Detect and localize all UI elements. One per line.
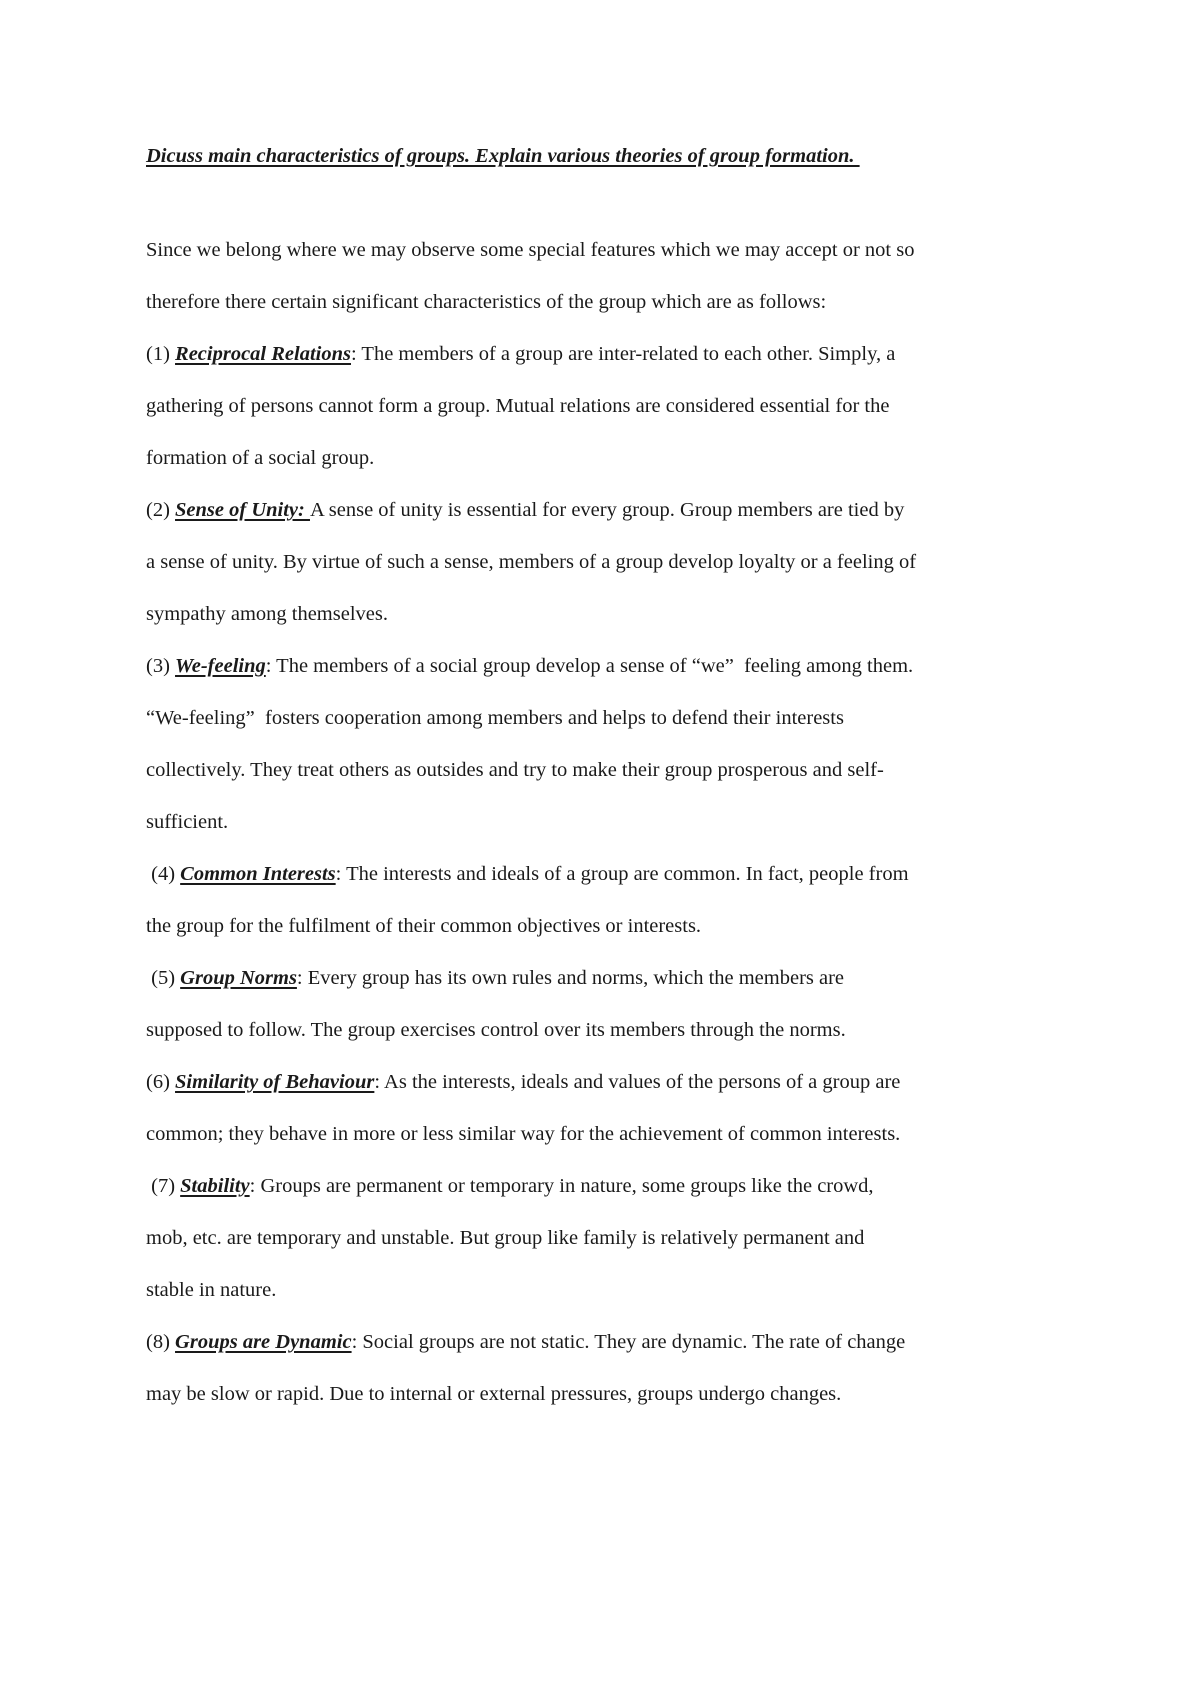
item-term: Sense of Unity:: [175, 499, 310, 521]
item-text: : The members of a group are inter-related to each other. Simply, a: [350, 343, 896, 365]
item-continuation: “We-feeling” fosters cooperation among members and helps to defend their interests: [146, 707, 844, 729]
item-continuation: stable in nature.: [146, 1279, 277, 1301]
item-continuation: sympathy among themselves.: [146, 603, 388, 625]
item-continuation: collectively. They treat others as outsides and try to make their group prosperous and self-: [146, 759, 884, 781]
item-term: Reciprocal Relations: [175, 343, 351, 365]
item-continuation: may be slow or rapid. Due to internal or external pressures, groups undergo changes.: [146, 1383, 842, 1405]
characteristic-item: [146, 968, 844, 989]
item-number: (4): [146, 863, 181, 885]
item-term: We-feeling: [175, 655, 266, 677]
item-text: : Groups are permanent or temporary in nature, some groups like the crowd,: [249, 1175, 874, 1197]
item-number: (1): [146, 343, 176, 365]
item-number: (6): [146, 1071, 176, 1093]
characteristic-item: [146, 1072, 900, 1093]
item-term: Stability: [180, 1175, 250, 1197]
item-continuation: mob, etc. are temporary and unstable. But group like family is relatively permanent and: [146, 1227, 865, 1249]
characteristic-item: [146, 344, 895, 365]
characteristic-item: [146, 1176, 874, 1197]
item-term: Common Interests: [180, 863, 336, 885]
characteristic-item: [146, 1332, 905, 1353]
item-text: : The interests and ideals of a group are common. In fact, people from: [335, 863, 909, 885]
document-title: Dicuss main characteristics of groups. Explain various theories of group formation.: [146, 145, 860, 167]
item-continuation: gathering of persons cannot form a group. Mutual relations are considered essential for the: [146, 395, 890, 417]
item-continuation: the group for the fulfilment of their common objectives or interests.: [146, 915, 702, 937]
item-number: (5): [146, 967, 181, 989]
item-text: : The members of a social group develop a sense of “we” feeling among them.: [265, 655, 914, 677]
item-text: : Social groups are not static. They are dynamic. The rate of change: [351, 1331, 906, 1353]
item-continuation: formation of a social group.: [146, 447, 375, 469]
item-text: : Every group has its own rules and norms, which the members are: [296, 967, 845, 989]
characteristic-item: [146, 656, 913, 677]
item-number: (2): [146, 499, 176, 521]
item-continuation: a sense of unity. By virtue of such a sense, members of a group develop loyalty or a feeling of: [146, 551, 917, 573]
characteristic-item: [146, 500, 904, 521]
item-number: (8): [146, 1331, 176, 1353]
item-continuation: common; they behave in more or less similar way for the achievement of common interests.: [146, 1123, 901, 1145]
item-continuation: sufficient.: [146, 811, 229, 833]
item-term: Groups are Dynamic: [175, 1331, 352, 1353]
item-number: (7): [146, 1175, 181, 1197]
item-term: Similarity of Behaviour: [175, 1071, 375, 1093]
item-text: A sense of unity is essential for every group. Group members are tied by: [309, 499, 905, 521]
item-term: Group Norms: [180, 967, 297, 989]
item-text: : As the interests, ideals and values of the persons of a group are: [374, 1071, 901, 1093]
item-continuation: supposed to follow. The group exercises control over its members through the norms.: [146, 1019, 846, 1041]
intro-line: therefore there certain significant characteristics of the group which are as follows:: [146, 291, 827, 313]
intro-line: Since we belong where we may observe some special features which we may accept or not so: [146, 239, 915, 261]
item-number: (3): [146, 655, 176, 677]
characteristic-item: [146, 864, 909, 885]
